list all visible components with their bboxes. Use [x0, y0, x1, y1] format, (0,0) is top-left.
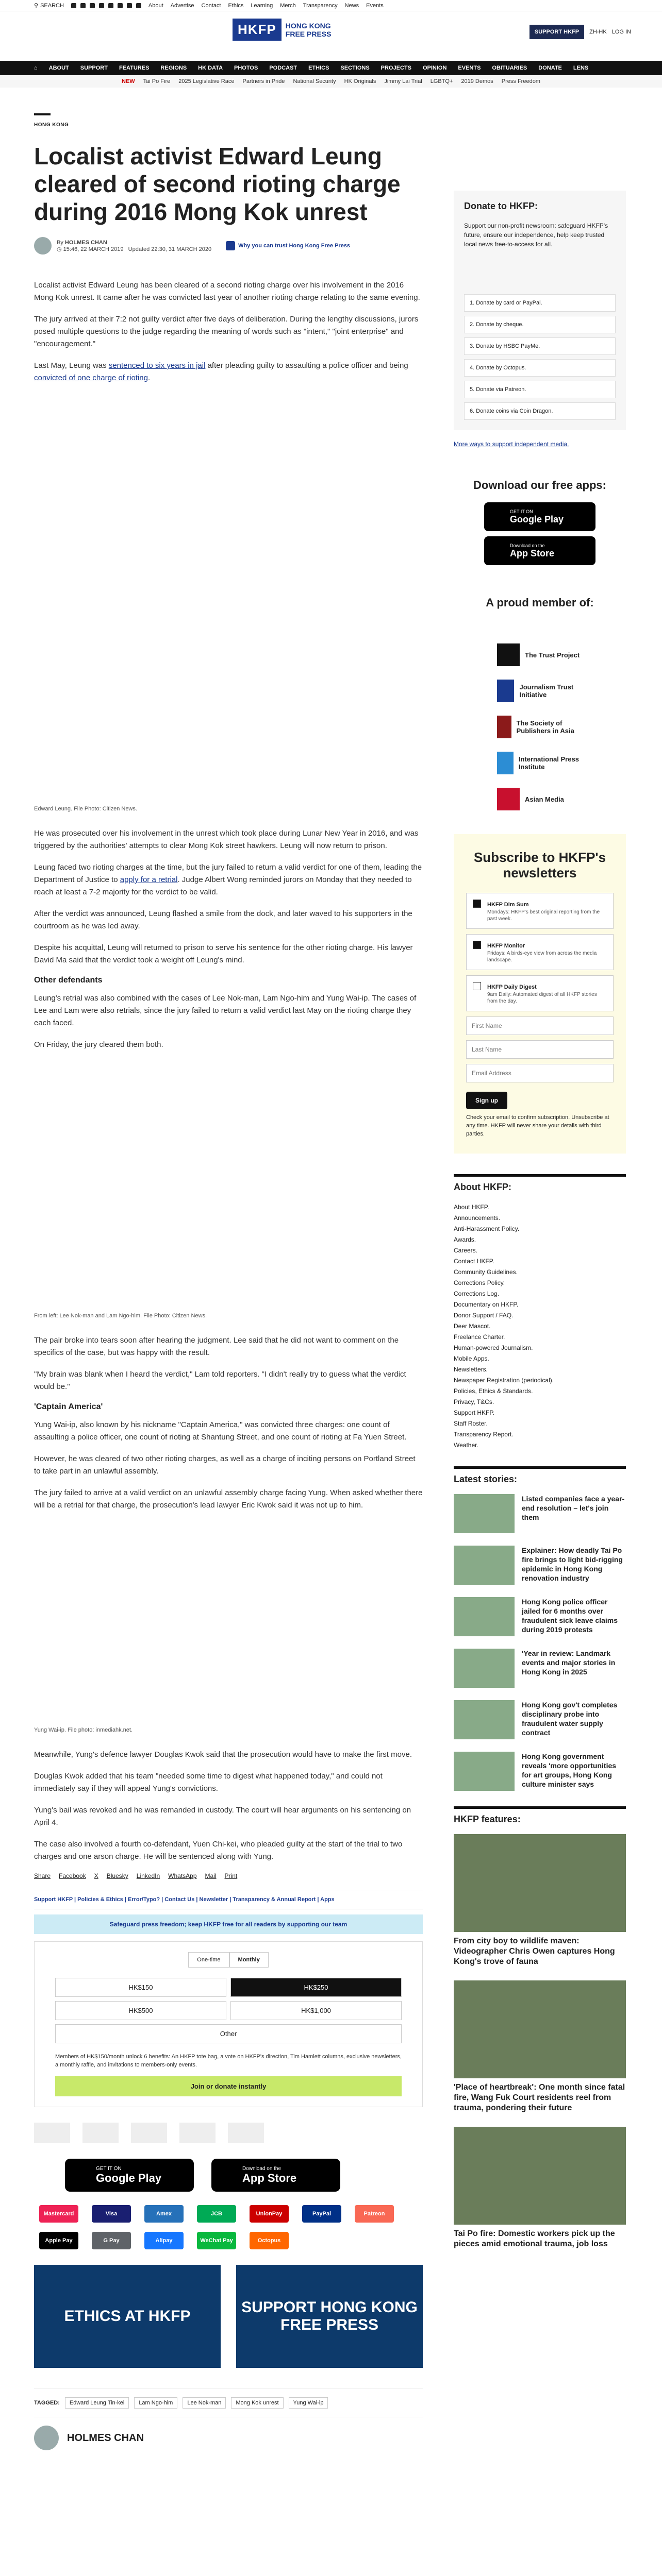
newsletter-heading: Subscribe to HKFP's newsletters: [473, 850, 606, 880]
top-link[interactable]: News: [344, 2, 359, 9]
first-name-field[interactable]: First Name: [466, 1016, 614, 1035]
nav-item[interactable]: OBITUARIES: [492, 65, 527, 71]
about-list: [454, 1202, 626, 1451]
sopa-logo: [179, 2123, 216, 2143]
top-links: [148, 3, 384, 9]
ipi-logo: [131, 2123, 167, 2143]
about-link[interactable]: Documentary on HKFP.: [454, 1301, 519, 1308]
about-link[interactable]: Transparency Report.: [454, 1431, 514, 1438]
amount-option[interactable]: HK$1,000: [230, 2001, 402, 2020]
share-mail[interactable]: Mail: [205, 1872, 217, 1879]
jti-icon: [497, 680, 514, 702]
member-item[interactable]: The Society of Publishers in Asia: [497, 716, 583, 738]
about-link[interactable]: Weather.: [454, 1442, 478, 1449]
subheading: 'Captain America': [34, 1402, 103, 1411]
nav-item[interactable]: ETHICS: [308, 65, 329, 71]
feature-image: [454, 1834, 626, 1932]
app-store-button[interactable]: Download on the App Store: [211, 2159, 340, 2192]
trending-link[interactable]: Press Freedom: [501, 78, 540, 84]
promo-banners: [34, 2265, 423, 2368]
trust-project-icon: [497, 643, 520, 666]
newsletter-option[interactable]: HKFP Dim Sum Mondays: HKFP's best original reporting from the past week.: [466, 893, 614, 929]
jti-logo: [82, 2123, 119, 2143]
about-link[interactable]: Donor Support / FAQ.: [454, 1312, 514, 1319]
share-linkedin[interactable]: LinkedIn: [136, 1872, 160, 1879]
donate-option[interactable]: 4. Donate by Octopus.: [464, 359, 616, 377]
mastercard-icon: Mastercard: [39, 2205, 78, 2223]
octopus-icon: Octopus: [250, 2232, 289, 2249]
share-print[interactable]: Print: [224, 1872, 238, 1879]
payment-methods: [34, 2205, 423, 2249]
donate-option[interactable]: 2. Donate by cheque.: [464, 316, 616, 333]
about-link[interactable]: Newsletters.: [454, 1366, 488, 1373]
ethics-promo[interactable]: ETHICS AT HKFP: [34, 2265, 221, 2368]
top-link[interactable]: Transparency: [303, 2, 338, 9]
latest-heading: Latest stories:: [454, 1474, 518, 1484]
about-link[interactable]: Newspaper Registration (periodical).: [454, 1377, 554, 1384]
story-item[interactable]: 'Year in review: Landmark events and major stories in Hong Kong in 2025: [454, 1649, 626, 1688]
amount-option[interactable]: HK$150: [55, 1978, 226, 1997]
sidebar: [454, 113, 626, 2450]
about-link[interactable]: Announcements.: [454, 1214, 501, 1222]
social-icons: [71, 3, 141, 8]
paragraph: On Friday, the jury cleared them both.: [34, 1040, 163, 1049]
checkbox-checked[interactable]: [473, 900, 481, 908]
story-item[interactable]: Hong Kong government reveals 'more opportunities for art groups, Hong Kong culture minister says: [454, 1752, 626, 1791]
amount-options: [55, 1978, 402, 2043]
clock-icon: ◷: [57, 246, 62, 252]
trending-link[interactable]: Tai Po Fire: [143, 78, 171, 84]
subheading: Other defendants: [34, 976, 103, 985]
linkedin-icon[interactable]: [118, 3, 123, 8]
nav-item[interactable]: SECTIONS: [340, 65, 370, 71]
trending-link[interactable]: National Security: [293, 78, 336, 84]
paragraph: Yung Wai-ip, also known by his nickname "Captain America," was convicted three charges: one count of assaulting a police officer, one count of rioting at Shantung Street, and one count of rioting at Fa Yuen Street.: [34, 1420, 407, 1442]
alipay-icon: Alipay: [144, 2232, 184, 2249]
donate-banner[interactable]: Safeguard press freedom; keep HKFP free for all readers by supporting our team: [34, 1914, 423, 1934]
top-link[interactable]: About: [148, 2, 163, 9]
inline-link[interactable]: apply for a retrial: [120, 875, 178, 884]
about-link[interactable]: Support HKFP.: [454, 1409, 495, 1416]
share-link[interactable]: Share: [34, 1872, 51, 1879]
tag[interactable]: Lee Nok-man: [183, 2397, 226, 2409]
sopa-icon: [497, 716, 511, 738]
category-label[interactable]: HONG KONG: [34, 122, 69, 128]
paragraph: The jury arrived at their 7:2 not guilty verdict after five days of deliberation. During the lengthy discussions, jurors posed multiple questions to the judge regarding the meaning of words such as "intent," "joint enterprise" and "encouragement.": [34, 315, 419, 348]
new-badge: NEW: [122, 78, 135, 84]
paragraph: The pair broke into tears soon after hearing the judgment. Lee said that he did not want to comment on the specifics of the case, but was happy with the result.: [34, 1336, 399, 1357]
feature-card[interactable]: 'Place of heartbreak': One month since fatal fire, Wang Fuk Court residents reel from trauma, pondering their future: [454, 1980, 626, 2113]
paragraph: Localist activist Edward Leung has been cleared of a second rioting charge over his involvement in the 2016 Mong Kok unrest. It came after he was convicted last year of another rioting charge relating to the same evening.: [34, 281, 420, 302]
byline: By HOLMES CHAN ◷ 15:46, 22 MARCH 2019 Updated 22:30, 31 MARCH 2020 Why you can trust Hong Kong Free Press: [34, 237, 423, 255]
share-bar: [34, 1872, 423, 1879]
share-bluesky[interactable]: Bluesky: [106, 1872, 128, 1879]
freq-one-time[interactable]: One-time: [188, 1952, 229, 1968]
author-name[interactable]: HOLMES CHAN: [64, 239, 107, 246]
about-link[interactable]: Contact HKFP.: [454, 1258, 494, 1265]
checkbox-checked[interactable]: [473, 941, 481, 949]
language-toggle[interactable]: ZH-HK: [589, 29, 607, 35]
photo-caption: Yung Wai-ip. File photo: inmediahk.net.: [34, 1727, 133, 1733]
feature-image: [454, 1980, 626, 2078]
author-avatar: [34, 237, 52, 255]
app-buttons: [65, 2159, 392, 2192]
patreon-icon: Patreon: [355, 2205, 394, 2223]
article-photo: [34, 400, 423, 802]
threads-icon[interactable]: [99, 3, 104, 8]
trust-link[interactable]: Why you can trust Hong Kong Free Press: [226, 241, 350, 250]
publish-date: 15:46, 22 MARCH 2019: [63, 246, 124, 252]
about-link[interactable]: Awards.: [454, 1236, 476, 1243]
paragraph: After the verdict was announced, Leung flashed a smile from the dock, and later waved to his supporters in the courtroom as he was led away.: [34, 909, 412, 930]
story-thumbnail: [454, 1700, 515, 1739]
about-link[interactable]: Privacy, T&Cs.: [454, 1398, 494, 1405]
story-item[interactable]: Listed companies face a year-end resolution – let's join them: [454, 1494, 626, 1533]
amex-icon: Amex: [144, 2205, 184, 2223]
google-play-button[interactable]: GET IT ON Google Play: [65, 2159, 194, 2192]
checkbox[interactable]: [473, 982, 481, 990]
paragraph: Last May, Leung was sentenced to six years in jail after pleading guilty to assaulting a police officer and being convicted of one charge of rioting.: [34, 361, 408, 382]
article: [34, 113, 423, 2450]
story-item[interactable]: Explainer: How deadly Tai Po fire brings to light bid-rigging epidemic in Hong Kong renovation industry: [454, 1546, 626, 1585]
photo-caption: Edward Leung. File Photo: Citizen News.: [34, 806, 137, 812]
top-link[interactable]: Events: [366, 2, 384, 9]
features-section: [454, 1806, 626, 2249]
amount-other[interactable]: Other: [55, 2024, 402, 2043]
author-box: [34, 2426, 423, 2450]
feature-image: [454, 2127, 626, 2225]
apple-pay-icon: Apple Pay: [39, 2232, 78, 2249]
nav-item[interactable]: REGIONS: [160, 65, 187, 71]
search-icon: ⚲: [34, 3, 39, 9]
top-link[interactable]: Contact: [201, 2, 221, 9]
tag[interactable]: Lam Ngo-him: [134, 2397, 177, 2409]
about-link[interactable]: Policies, Ethics & Standards.: [454, 1387, 533, 1395]
join-button[interactable]: Join or donate instantly: [55, 2076, 402, 2096]
member-badges: [34, 2123, 423, 2143]
wechat-pay-icon: WeChat Pay: [197, 2232, 236, 2249]
paragraph: "My brain was blank when I heard the verdict," Lam told reporters. "I didn't really try to guess what the verdict would be.": [34, 1370, 406, 1391]
frequency-toggle: [55, 1952, 402, 1968]
top-link[interactable]: Merch: [280, 2, 296, 9]
paypal-icon: PayPal: [302, 2205, 341, 2223]
donate-option[interactable]: 5. Donate via Patreon.: [464, 381, 616, 398]
site-logo[interactable]: HKFP HONG KONG FREE PRESS: [233, 19, 331, 41]
google-play-button[interactable]: GET IT ON Google Play: [484, 502, 595, 531]
category-rule: [34, 113, 51, 115]
tag[interactable]: Edward Leung Tin-kei: [65, 2397, 129, 2409]
newsletter-signup: [454, 834, 626, 1154]
bluesky-icon[interactable]: [136, 3, 141, 8]
nav-item[interactable]: PHOTOS: [234, 65, 258, 71]
nav-item[interactable]: OPINION: [422, 65, 447, 71]
donate-widget: [34, 1941, 423, 2107]
story-thumbnail: [454, 1494, 515, 1533]
about-link[interactable]: Careers.: [454, 1247, 478, 1254]
paragraph: Despite his acquittal, Leung will returned to prison to serve his sentence for the other rioting charge. His lawyer David Ma said that the verdict took a weight off Leung's mind.: [34, 943, 413, 964]
facebook-icon[interactable]: [71, 3, 76, 8]
nav-item[interactable]: FEATURES: [119, 65, 150, 71]
paragraph: However, he was cleared of two other rioting charges, as well as a charge of inciting persons on Portland Street to take part in an unlawful assembly.: [34, 1454, 416, 1476]
story-thumbnail: [454, 1597, 515, 1636]
paragraph: Meanwhile, Yung's defence lawyer Douglas Kwok said that the prosecution would have to make the first move.: [34, 1750, 412, 1759]
donate-box: [454, 191, 626, 430]
trending-link[interactable]: HK Originals: [344, 78, 376, 84]
nav-home-icon[interactable]: ⌂: [34, 65, 38, 71]
inline-link[interactable]: convicted of one charge of rioting: [34, 374, 148, 382]
nav-item[interactable]: DONATE: [538, 65, 562, 71]
paragraph: He was prosecuted over his involvement in the unrest which took place during Lunar New Year in 2016, and was triggered by the authorities' attempts to clear Mong Kok street hawkers. Leung will now return to prison.: [34, 829, 419, 850]
newsletter-option[interactable]: HKFP Daily Digest 9am Daily: Automated digest of all HKFP stories from the day.: [466, 975, 614, 1011]
instagram-icon[interactable]: [90, 3, 95, 8]
top-link[interactable]: Advertise: [170, 2, 194, 9]
story-item[interactable]: Hong Kong police officer jailed for 6 months over fraudulent sick leave claims during 2019 protests: [454, 1597, 626, 1636]
hkja-logo: [228, 2123, 264, 2143]
member-item[interactable]: The Trust Project: [497, 643, 583, 666]
features-heading: HKFP features:: [454, 1814, 521, 1824]
paragraph: The jury failed to arrive at a valid verdict on an unlawful assembly charge facing Yung. When asked whether there will be a retrial for that charge, the prosecution's lead lawyer Eric Kwok said it was not up to him.: [34, 1488, 423, 1510]
app-store-button[interactable]: Download on the App Store: [484, 536, 595, 565]
article-photo: [34, 1527, 423, 1723]
inline-link[interactable]: sentenced to six years in jail: [108, 361, 206, 370]
paragraph: Leung's retrial was also combined with the cases of Lee Nok-man, Lam Ngo-him and Yung Wai-ip. The cases of Lee and Lam were also retrials, since the jury failed to return a valid verdict last May on the rioting charge they each faced.: [34, 994, 417, 1027]
share-x[interactable]: X: [94, 1872, 98, 1879]
email-field[interactable]: Email Address: [466, 1064, 614, 1082]
donate-option[interactable]: 3. Donate by HSBC PayMe.: [464, 337, 616, 355]
tag[interactable]: Yung Wai-ip: [289, 2397, 328, 2409]
feature-card[interactable]: From city boy to wildlife maven: Videographer Chris Owen captures Hong Kong's trove of fauna: [454, 1834, 626, 1967]
about-link[interactable]: Deer Mascot.: [454, 1323, 491, 1330]
author-name[interactable]: HOLMES CHAN: [67, 2432, 144, 2444]
feature-card[interactable]: Tai Po fire: Domestic workers pick up the pieces amid emotional trauma, job loss: [454, 2127, 626, 2249]
top-utility-bar: [0, 0, 662, 11]
about-link[interactable]: Freelance Charter.: [454, 1333, 505, 1341]
member-item[interactable]: Asian Media: [497, 788, 583, 810]
nav-item[interactable]: LENS: [573, 65, 589, 71]
nav-item[interactable]: ABOUT: [48, 65, 69, 71]
donate-text: Support our non-profit newsroom: safeguard HKFP's future, ensure our independence, help keep trusted local news free-to-access for all.: [464, 222, 608, 248]
paragraph: Douglas Kwok added that his team "needed some time to digest what happened today," and could not immediately say if they will appeal Yung's convictions.: [34, 1772, 383, 1793]
main-layout: [0, 113, 662, 2450]
donate-heading: Donate to HKFP:: [464, 201, 538, 211]
latest-stories: [454, 1466, 626, 1791]
newsletter-option[interactable]: HKFP Monitor Fridays: A birds-eye view from across the media landscape.: [466, 934, 614, 970]
top-link[interactable]: Learning: [251, 2, 273, 9]
about-section: [454, 1174, 626, 1451]
nav-item[interactable]: HK DATA: [198, 65, 223, 71]
member-heading: A proud member of:: [486, 596, 594, 609]
last-name-field[interactable]: Last Name: [466, 1040, 614, 1059]
trending-link[interactable]: Partners in Pride: [242, 78, 285, 84]
story-thumbnail: [454, 1546, 515, 1585]
about-link[interactable]: Anti-Harassment Policy.: [454, 1225, 520, 1232]
visa-icon: Visa: [92, 2205, 131, 2223]
trust-project-logo: [34, 2123, 70, 2143]
signup-button[interactable]: Sign up: [466, 1092, 507, 1109]
trending-bar: [0, 75, 662, 88]
youtube-icon[interactable]: [108, 3, 113, 8]
paragraph: Yung's bail was revoked and he was remanded in custody. The court will hear arguments on his sentencing on April 4.: [34, 1806, 411, 1827]
nav-item[interactable]: EVENTS: [458, 65, 481, 71]
tag[interactable]: Mong Kok unrest: [231, 2397, 283, 2409]
story-thumbnail: [454, 1752, 515, 1791]
google-pay-icon: G Pay: [92, 2232, 131, 2249]
asian-media-icon: [497, 788, 520, 810]
site-header: [0, 11, 662, 61]
member-list: [454, 620, 626, 834]
trending-link[interactable]: LGBTQ+: [430, 78, 453, 84]
paragraph: The case also involved a fourth co-defendant, Yuen Chi-kei, who pleaded guilty at the start of the trial to two charges and one arson charge. He will be sentenced along with Yung.: [34, 1840, 403, 1861]
apps-heading: Download our free apps:: [473, 479, 606, 492]
member-item[interactable]: Journalism Trust Initiative: [497, 680, 583, 702]
amount-option-selected[interactable]: HK$250: [230, 1978, 402, 1997]
photo-caption: From left: Lee Nok-man and Lam Ngo-him. File Photo: Citizen News.: [34, 1313, 207, 1319]
tag-list: TAGGED: Edward Leung Tin-kei Lam Ngo-him Lee Nok-man Mong Kok unrest Yung Wai-ip: [34, 2388, 423, 2417]
about-link[interactable]: Corrections Log.: [454, 1290, 500, 1297]
nav-item[interactable]: PROJECTS: [380, 65, 411, 71]
about-link[interactable]: Mobile Apps.: [454, 1355, 489, 1362]
donate-option[interactable]: 6. Donate coins via Coin Dragon.: [464, 402, 616, 420]
support-links[interactable]: Support HKFP | Policies & Ethics | Error/Typo? | Contact Us | Newsletter | Transparency & Annual Report | Apps: [34, 1890, 423, 1909]
share-facebook[interactable]: Facebook: [59, 1872, 86, 1879]
article-title: Localist activist Edward Leung cleared of second rioting charge during 2016 Mong Kok unrest: [34, 143, 401, 225]
author-avatar: [34, 2426, 59, 2450]
ipi-icon: [497, 752, 514, 774]
login-link[interactable]: LOG IN: [611, 29, 631, 35]
donate-option[interactable]: 1. Donate by card or PayPal.: [464, 294, 616, 312]
about-link[interactable]: Staff Roster.: [454, 1420, 488, 1427]
trending-link[interactable]: Jimmy Lai Trial: [384, 78, 422, 84]
member-item[interactable]: International Press Institute: [497, 752, 583, 774]
about-heading: About HKFP:: [454, 1182, 511, 1192]
amount-option[interactable]: HK$500: [55, 2001, 226, 2020]
search-button[interactable]: ⚲ SEARCH: [34, 2, 64, 9]
header-actions: [529, 25, 631, 39]
updated-date: Updated 22:30, 31 MARCH 2020: [128, 246, 212, 252]
freq-monthly[interactable]: Monthly: [229, 1952, 269, 1968]
article-body: [34, 279, 423, 1863]
main-nav: [0, 61, 662, 75]
paragraph: Leung faced two rioting charges at the time, but the jury failed to return a valid verdict for one of them, leading the Department of Justice to apply for a retrial. Judge Albert Wong reminded jurors on Monday that they needed to reach at least a 7-2 majority for the verdict to be valid.: [34, 863, 422, 896]
support-promo[interactable]: SUPPORT HONG KONG FREE PRESS: [236, 2265, 423, 2368]
telegram-icon[interactable]: [127, 3, 132, 8]
about-link[interactable]: Human-powered Journalism.: [454, 1344, 533, 1351]
article-photo: [34, 1066, 423, 1309]
story-item[interactable]: Hong Kong gov't completes disciplinary probe into fraudulent water supply contract: [454, 1700, 626, 1739]
more-support-link[interactable]: More ways to support independent media.: [454, 440, 569, 448]
trending-link[interactable]: 2019 Demos: [461, 78, 493, 84]
nav-item[interactable]: SUPPORT: [80, 65, 108, 71]
trending-link[interactable]: 2025 Legislative Race: [178, 78, 235, 84]
about-link[interactable]: About HKFP.: [454, 1204, 489, 1211]
jcb-icon: JCB: [197, 2205, 236, 2223]
shield-icon: [226, 241, 235, 250]
about-link[interactable]: Corrections Policy.: [454, 1279, 505, 1286]
top-link[interactable]: Ethics: [228, 2, 244, 9]
about-link[interactable]: Community Guidelines.: [454, 1268, 518, 1276]
x-icon[interactable]: [80, 3, 86, 8]
support-button[interactable]: SUPPORT HKFP: [529, 25, 584, 39]
nav-item[interactable]: PODCAST: [269, 65, 297, 71]
share-whatsapp[interactable]: WhatsApp: [168, 1872, 197, 1879]
story-thumbnail: [454, 1649, 515, 1688]
newsletter-note: Check your email to confirm subscription. Unsubscribe at any time. HKFP will never share your details with third parties.: [466, 1114, 609, 1137]
member-benefits: Members of HK$150/month unlock 6 benefits: An HKFP tote bag, a vote on HKFP's direction, Tim Hamlett columns, exclusive newsletters, a monthly raffle, and invitations to members-only events.: [55, 2054, 402, 2068]
unionpay-icon: UnionPay: [250, 2205, 289, 2223]
